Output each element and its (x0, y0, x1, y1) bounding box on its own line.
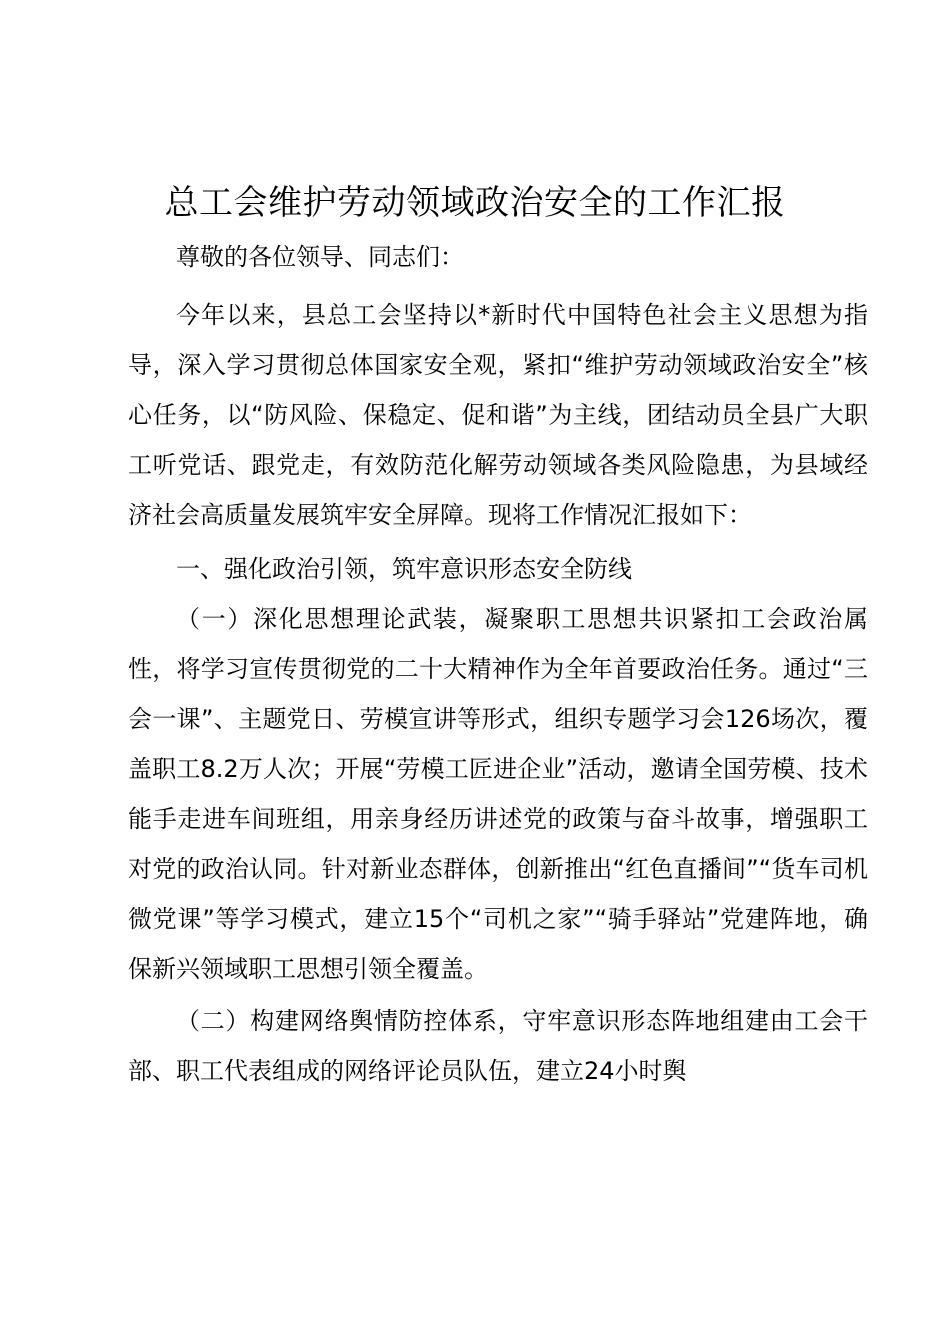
salutation: 尊敬的各位领导、同志们： (176, 243, 464, 271)
document-body (128, 232, 868, 1096)
intro-paragraph: 今年以来，县总工会坚持以*新时代中国特色社会主义思想为指导，深入学习贯彻总体国家安全观，紧扣“维护劳动领域政治安全”核心任务，以“防风险、保稳定、促和谐”为主线，团结动员全县广大职工听党话、跟党走，有效防范化解劳动领域各类风险隐患，为县域经济社会高质量发展筑牢安全屏障。现将工作情况汇报如下： (128, 301, 868, 529)
document-title: 总工会维护劳动领域政治安全的工作汇报 (164, 183, 786, 223)
section-heading-1: 一、强化政治引领，筑牢意识形态安全防线 (176, 555, 632, 583)
subsection-paragraph-1: （一）深化思想理论武装，凝聚职工思想共识紧扣工会政治属性，将学习宣传贯彻党的二十大精神作为全年首要政治任务。通过“三会一课”、主题党日、劳模宣讲等形式，组织专题学习会126场次，覆盖职工8.2万人次；开展“劳模工匠进企业”活动，邀请全国劳模、技术能手走进车间班组，用亲身经历讲述党的政策与奋斗故事，增强职工对党的政治认同。针对新业态群体，创新推出“红色直播间”“货车司机微党课”等学习模式，建立15个“司机之家”“骑手驿站”党建阵地，确保新兴领域职工思想引领全覆盖。 (128, 605, 868, 983)
subsection-paragraph-2: （二）构建网络舆情防控体系，守牢意识形态阵地组建由工会干部、职工代表组成的网络评论员队伍，建立24小时舆 (128, 1007, 868, 1085)
